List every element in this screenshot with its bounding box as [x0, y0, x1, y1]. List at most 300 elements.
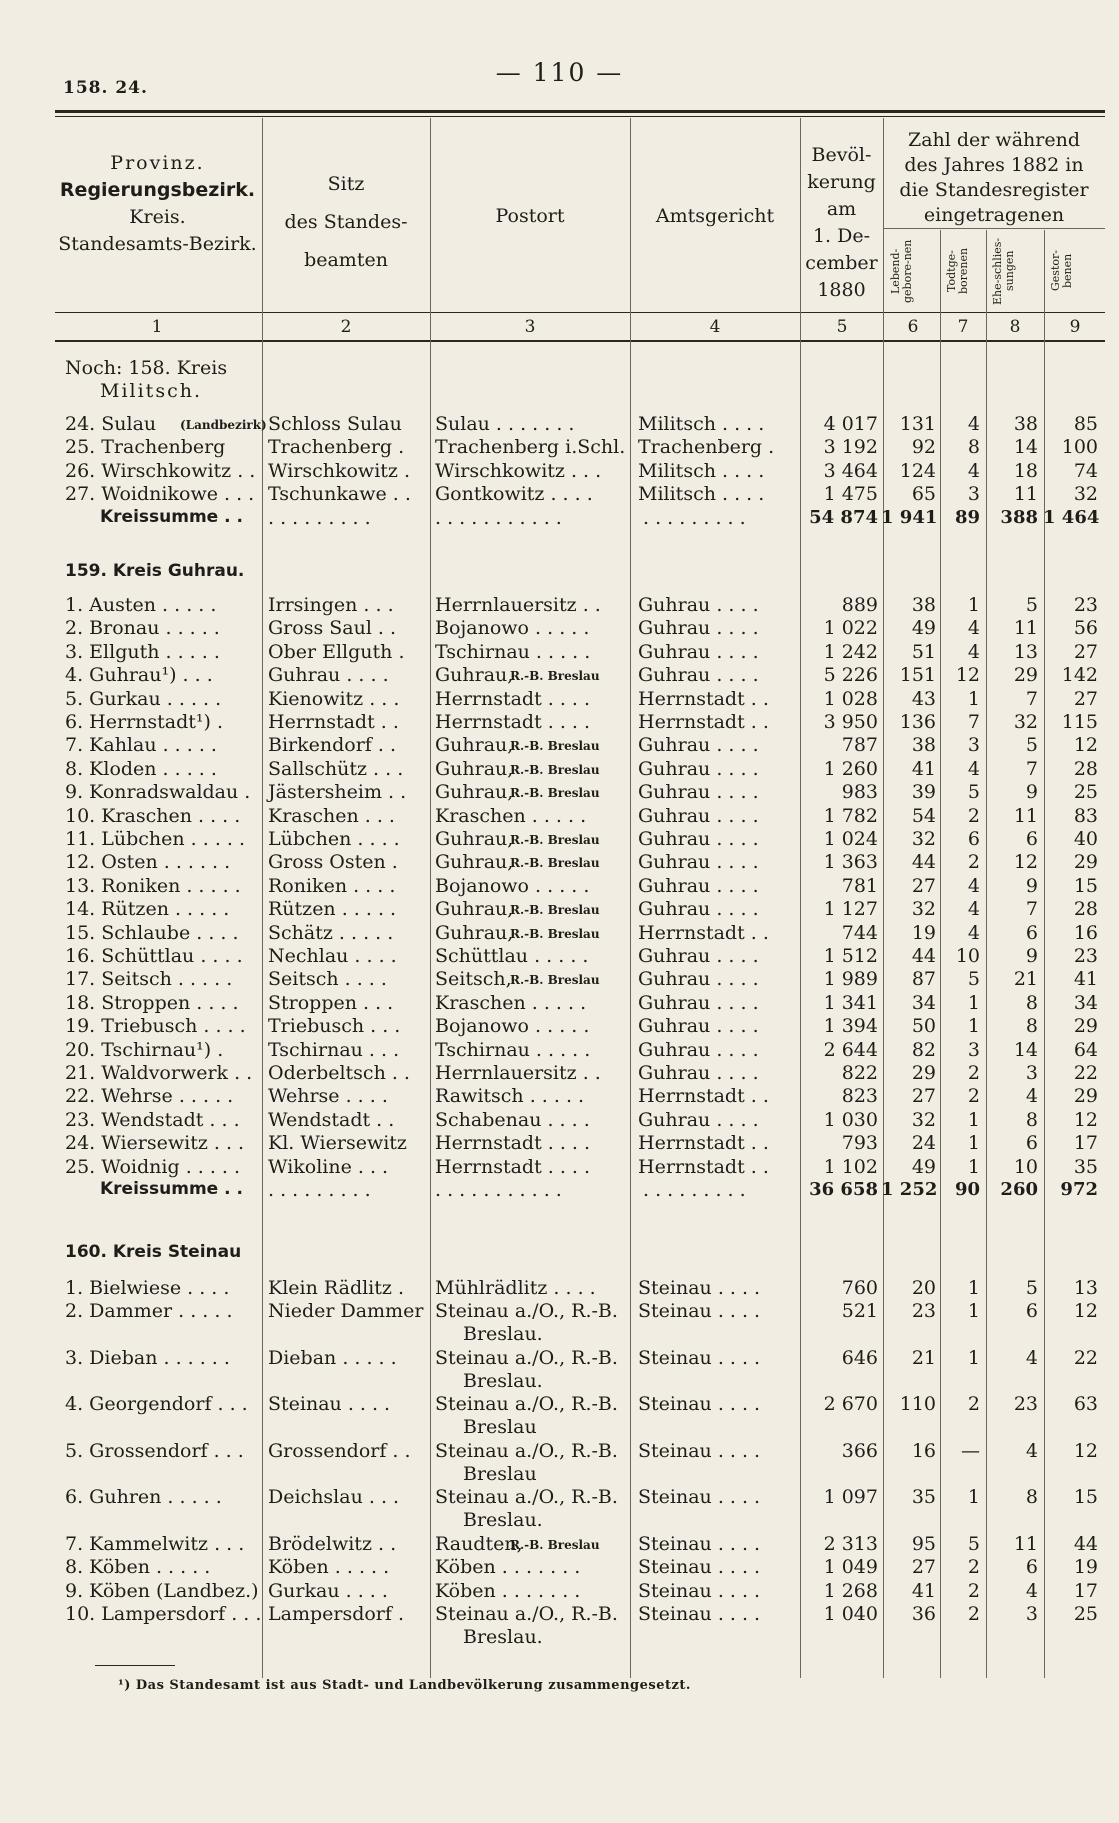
- header-todt: Todtge-borenen: [945, 247, 970, 295]
- row-sitz: Köben . . . . .: [268, 1556, 390, 1579]
- row-eheschliessungen: 9: [1025, 874, 1038, 897]
- row-lebendgeborene: 110: [899, 1393, 936, 1416]
- row-todtgeborene: 3: [967, 483, 980, 506]
- row-sitz: Oderbeltsch . .: [268, 1062, 410, 1084]
- row-lebendgeborene: 131: [899, 413, 936, 435]
- row-bevoelkerung: 2 670: [823, 1393, 878, 1416]
- row-lebendgeborene: 41: [911, 1579, 936, 1602]
- row-amtsgericht: Steinau . . . .: [638, 1603, 761, 1626]
- header-bev-2: kerung: [807, 171, 876, 193]
- colnum-8: 8: [1009, 317, 1021, 337]
- row-bevoelkerung: 1 363: [823, 851, 878, 874]
- row-eheschliessungen: 8: [1025, 1486, 1038, 1509]
- row-postort-suffix: R.-B. Breslau: [510, 786, 600, 801]
- row-eheschliessungen: 12: [1013, 851, 1038, 874]
- row-bevoelkerung: 1 097: [823, 1486, 878, 1509]
- header-bev-1: Bevöl-: [811, 144, 872, 166]
- row-eheschliessungen: 13: [1013, 640, 1038, 663]
- row-bevoelkerung: 1 028: [823, 687, 878, 710]
- row-sitz: Dieban . . . . .: [268, 1346, 397, 1369]
- row-postort-line2: Breslau.: [463, 1369, 543, 1392]
- colnum-9: 9: [1069, 317, 1081, 337]
- row-postort: Bojanowo . . . . .: [435, 1015, 590, 1038]
- row-sitz: Kl. Wiersewitz: [268, 1132, 407, 1155]
- row-postort: Guhrau,: [435, 898, 514, 921]
- row-name: 24. Wiersewitz . . .: [65, 1132, 245, 1155]
- row-bevoelkerung: 3 192: [823, 436, 878, 459]
- row-postort-line2: Breslau: [463, 1462, 537, 1485]
- kreissumme-dots: . . . . . . . . .: [268, 506, 371, 529]
- row-gestorbene: 23: [1073, 945, 1098, 967]
- row-eheschliessungen: 11: [1013, 483, 1038, 506]
- row-amtsgericht: Guhrau . . . .: [638, 945, 759, 967]
- kreissumme-leb: 1 941: [881, 506, 938, 528]
- kreissumme-ges: 1 464: [1043, 506, 1100, 528]
- row-postort-line2: Breslau.: [463, 1626, 543, 1649]
- row-postort-line2: Breslau.: [463, 1509, 543, 1532]
- row-amtsgericht: Militsch . . . .: [638, 413, 765, 435]
- row-gestorbene: 41: [1073, 968, 1098, 991]
- row-eheschliessungen: 11: [1013, 617, 1038, 640]
- row-todtgeborene: 4: [967, 617, 980, 640]
- row-todtgeborene: 1: [967, 1300, 980, 1323]
- row-name: 6. Herrnstadt¹) .: [65, 711, 224, 733]
- row-amtsgericht: Steinau . . . .: [638, 1393, 761, 1416]
- row-lebendgeborene: 50: [911, 1015, 936, 1038]
- row-bevoelkerung: 1 394: [823, 1015, 878, 1038]
- row-sitz: Klein Rädlitz .: [268, 1277, 404, 1299]
- row-postort: Guhrau,: [435, 828, 514, 850]
- row-amtsgericht: Guhrau . . . .: [638, 664, 759, 687]
- row-name: 5. Grossendorf . . .: [65, 1439, 244, 1462]
- row-lebendgeborene: 44: [911, 851, 936, 874]
- row-sitz: Schätz . . . . .: [268, 921, 394, 944]
- row-gestorbene: 64: [1073, 1038, 1098, 1061]
- row-todtgeborene: 1: [967, 1486, 980, 1509]
- kreissumme-dots: . . . . . . . . . . .: [435, 506, 562, 529]
- row-name: 23. Wendstadt . . .: [65, 1108, 240, 1131]
- row-postort: Bojanowo . . . . .: [435, 617, 590, 640]
- row-todtgeborene: 5: [967, 781, 980, 804]
- row-postort-suffix: R.-B. Breslau: [510, 903, 600, 918]
- row-gestorbene: 44: [1073, 1532, 1098, 1555]
- header-bev-5: cember: [805, 252, 878, 274]
- footnote-rule: [95, 1665, 175, 1666]
- row-bevoelkerung: 983: [841, 781, 878, 804]
- row-amtsgericht: Herrnstadt . .: [638, 711, 769, 733]
- row-amtsgericht: Steinau . . . .: [638, 1346, 761, 1369]
- row-lebendgeborene: 41: [911, 757, 936, 780]
- row-bevoelkerung: 1 782: [823, 804, 878, 827]
- row-postort: Bojanowo . . . . .: [435, 874, 590, 897]
- row-sitz: Steinau . . . .: [268, 1393, 391, 1416]
- row-gestorbene: 25: [1073, 781, 1098, 804]
- row-sitz: Ober Ellguth .: [268, 640, 405, 663]
- row-lebendgeborene: 136: [899, 711, 936, 733]
- row-postort-suffix: R.-B. Breslau: [510, 762, 600, 777]
- row-postort: Herrnlauersitz . .: [435, 1062, 601, 1084]
- row-amtsgericht: Guhrau . . . .: [638, 968, 759, 991]
- row-todtgeborene: 2: [967, 1603, 980, 1626]
- row-bevoelkerung: 744: [841, 921, 878, 944]
- kreissumme-dots: . . . . . . . . .: [268, 1179, 371, 1201]
- row-name: 3. Ellguth . . . . .: [65, 640, 220, 663]
- header-ehe: Ehe-schlies-sungen: [991, 237, 1016, 305]
- row-sitz: Rützen . . . . .: [268, 898, 397, 921]
- row-postort: Trachenberg i.Schl.: [435, 436, 626, 459]
- header-bev-4: 1. De-: [812, 225, 871, 247]
- row-name: 14. Rützen . . . . .: [65, 898, 230, 921]
- row-gestorbene: 85: [1073, 413, 1098, 435]
- row-bevoelkerung: 1 022: [823, 617, 878, 640]
- row-lebendgeborene: 51: [911, 640, 936, 663]
- row-eheschliessungen: 14: [1013, 436, 1038, 459]
- row-todtgeborene: 2: [967, 1085, 980, 1108]
- kreissumme-dots: . . . . . . . . . . .: [435, 1179, 562, 1201]
- row-lebendgeborene: 23: [911, 1300, 936, 1323]
- row-lebendgeborene: 21: [911, 1346, 936, 1369]
- row-gestorbene: 17: [1073, 1579, 1098, 1602]
- row-postort: Guhrau,: [435, 781, 514, 804]
- row-gestorbene: 35: [1073, 1155, 1098, 1178]
- row-todtgeborene: 4: [967, 898, 980, 921]
- row-gestorbene: 63: [1073, 1393, 1098, 1416]
- row-bevoelkerung: 3 950: [823, 711, 878, 733]
- row-eheschliessungen: 18: [1013, 459, 1038, 482]
- row-amtsgericht: Guhrau . . . .: [638, 617, 759, 640]
- row-postort: Herrnstadt . . . .: [435, 687, 591, 710]
- row-todtgeborene: 3: [967, 1038, 980, 1061]
- row-postort-suffix: R.-B. Breslau: [510, 856, 600, 871]
- row-postort: Kraschen . . . . .: [435, 804, 587, 827]
- header-regbez: Regierungsbezirk.: [59, 179, 256, 201]
- colnum-3: 3: [524, 317, 536, 337]
- row-amtsgericht: Steinau . . . .: [638, 1579, 761, 1602]
- row-name: 22. Wehrse . . . . .: [65, 1085, 234, 1108]
- row-bevoelkerung: 3 464: [823, 459, 878, 482]
- row-amtsgericht: Steinau . . . .: [638, 1532, 761, 1555]
- row-amtsgericht: Guhrau . . . .: [638, 828, 759, 850]
- header-col-5: [800, 142, 883, 304]
- row-todtgeborene: 2: [967, 1556, 980, 1579]
- row-gestorbene: 74: [1073, 459, 1098, 482]
- row-name: 1. Bielwiese . . . .: [65, 1277, 230, 1299]
- kreissumme-label: Kreissumme . .: [100, 1179, 243, 1199]
- col-line: [940, 230, 941, 1678]
- row-postort: Guhrau,: [435, 734, 514, 757]
- row-sitz: Gross Osten .: [268, 851, 398, 874]
- row-eheschliessungen: 7: [1025, 757, 1038, 780]
- row-amtsgericht: Guhrau . . . .: [638, 734, 759, 757]
- row-name: 17. Seitsch . . . . .: [65, 968, 233, 991]
- row-gestorbene: 22: [1073, 1346, 1098, 1369]
- row-gestorbene: 83: [1073, 804, 1098, 827]
- kreissumme-tod: 90: [954, 1179, 980, 1200]
- header-col-3: Postort: [495, 205, 565, 227]
- row-postort: Steinau a./O., R.-B.: [435, 1603, 618, 1626]
- row-gestorbene: 27: [1073, 640, 1098, 663]
- header-bev-6: 1880: [817, 279, 866, 301]
- row-postort-suffix: R.-B. Breslau: [510, 739, 600, 754]
- row-name: 8. Kloden . . . . .: [65, 757, 217, 780]
- kreissumme-dots: . . . . . . . . .: [643, 506, 746, 529]
- row-amtsgericht: Herrnstadt . .: [638, 1155, 769, 1178]
- row-gestorbene: 34: [1073, 991, 1098, 1014]
- row-eheschliessungen: 6: [1025, 1300, 1038, 1323]
- row-eheschliessungen: 32: [1013, 711, 1038, 733]
- row-lebendgeborene: 38: [911, 734, 936, 757]
- row-todtgeborene: 2: [967, 1579, 980, 1602]
- row-name: 6. Guhren . . . . .: [65, 1486, 222, 1509]
- row-lebendgeborene: 32: [911, 1108, 936, 1131]
- row-name: 15. Schlaube . . . .: [65, 921, 239, 944]
- kreissumme-label: Kreissumme . .: [100, 506, 243, 527]
- row-eheschliessungen: 4: [1025, 1579, 1038, 1602]
- col-line: [800, 118, 801, 1678]
- row-todtgeborene: 2: [967, 851, 980, 874]
- row-bevoelkerung: 823: [841, 1085, 878, 1108]
- row-todtgeborene: 12: [955, 664, 980, 687]
- row-postort: Steinau a./O., R.-B.: [435, 1300, 618, 1323]
- row-postort-line2: Breslau.: [463, 1323, 543, 1346]
- row-amtsgericht: Herrnstadt . .: [638, 1132, 769, 1155]
- top-rule-thin: [55, 116, 1105, 117]
- row-gestorbene: 23: [1073, 594, 1098, 616]
- row-amtsgericht: Steinau . . . .: [638, 1277, 761, 1299]
- row-name: 24. Sulau: [65, 413, 157, 435]
- row-bevoelkerung: 1 242: [823, 640, 878, 663]
- row-todtgeborene: 1: [967, 687, 980, 710]
- row-amtsgericht: Guhrau . . . .: [638, 1062, 759, 1084]
- row-lebendgeborene: 27: [911, 1085, 936, 1108]
- row-sitz: Tschunkawe . .: [268, 483, 411, 506]
- row-gestorbene: 29: [1073, 1085, 1098, 1108]
- row-lebendgeborene: 38: [911, 594, 936, 616]
- row-eheschliessungen: 8: [1025, 1015, 1038, 1038]
- section-title: Militsch.: [100, 380, 202, 402]
- row-amtsgericht: Guhrau . . . .: [638, 874, 759, 897]
- row-lebendgeborene: 95: [911, 1532, 936, 1555]
- row-postort-suffix: R.-B. Breslau: [510, 669, 600, 684]
- row-lebendgeborene: 124: [899, 459, 936, 482]
- row-sitz: Sallschütz . . .: [268, 757, 404, 780]
- row-eheschliessungen: 9: [1025, 781, 1038, 804]
- row-eheschliessungen: 4: [1025, 1439, 1038, 1462]
- row-bevoelkerung: 787: [841, 734, 878, 757]
- row-bevoelkerung: 1 341: [823, 991, 878, 1014]
- header-gestorben: Gestor-benen: [1049, 250, 1074, 292]
- row-amtsgericht: Guhrau . . . .: [638, 851, 759, 874]
- row-eheschliessungen: 6: [1025, 828, 1038, 850]
- row-gestorbene: 56: [1073, 617, 1098, 640]
- row-lebendgeborene: 32: [911, 828, 936, 850]
- row-sitz: Schloss Sulau: [268, 413, 402, 435]
- row-bevoelkerung: 1 040: [823, 1603, 878, 1626]
- row-eheschliessungen: 6: [1025, 1556, 1038, 1579]
- header-lebend: Lebend-gebore-nen: [889, 239, 914, 303]
- row-gestorbene: 15: [1073, 874, 1098, 897]
- row-sitz: Wehrse . . . .: [268, 1085, 388, 1108]
- row-gestorbene: 25: [1073, 1603, 1098, 1626]
- page-number: — 110 —: [495, 58, 624, 87]
- row-postort: Schüttlau . . . . .: [435, 945, 589, 967]
- header-bev-3: am: [826, 198, 857, 220]
- row-amtsgericht: Guhrau . . . .: [638, 594, 759, 616]
- row-sitz: Gross Saul . .: [268, 617, 397, 640]
- row-bevoelkerung: 889: [841, 594, 878, 616]
- row-lebendgeborene: 27: [911, 874, 936, 897]
- row-lebendgeborene: 29: [911, 1062, 936, 1084]
- header-beamten: beamten: [304, 249, 388, 271]
- row-bevoelkerung: 1 030: [823, 1108, 878, 1131]
- row-lebendgeborene: 82: [911, 1038, 936, 1061]
- row-postort-suffix: R.-B. Breslau: [510, 926, 600, 941]
- row-lebendgeborene: 20: [911, 1277, 936, 1299]
- row-postort: Guhrau,: [435, 664, 514, 687]
- row-gestorbene: 142: [1061, 664, 1098, 687]
- row-postort: Seitsch,: [435, 968, 512, 991]
- col-line: [986, 230, 987, 1678]
- row-sitz: Wendstadt . .: [268, 1108, 395, 1131]
- row-sitz: Stroppen . . .: [268, 991, 394, 1014]
- row-amtsgericht: Guhrau . . . .: [638, 1015, 759, 1038]
- row-bevoelkerung: 822: [841, 1062, 878, 1084]
- row-sitz: Herrnstadt . .: [268, 711, 399, 733]
- row-postort: Herrnstadt . . . .: [435, 1155, 591, 1178]
- row-postort: Wirschkowitz . . .: [435, 459, 602, 482]
- row-sitz: Seitsch . . . .: [268, 968, 387, 991]
- colnum-4: 4: [709, 317, 721, 337]
- row-eheschliessungen: 9: [1025, 945, 1038, 967]
- header-des-standes: des Standes-: [284, 211, 408, 233]
- row-name: 27. Woidnikowe . . .: [65, 483, 255, 506]
- row-eheschliessungen: 21: [1013, 968, 1038, 991]
- row-sitz: Nechlau . . . .: [268, 945, 397, 967]
- row-amtsgericht: Guhrau . . . .: [638, 991, 759, 1014]
- row-todtgeborene: 2: [967, 1062, 980, 1084]
- kreissumme-tod: 89: [954, 506, 980, 528]
- row-sitz: Grossendorf . .: [268, 1439, 411, 1462]
- kreissumme-dots: . . . . . . . . .: [643, 1179, 746, 1201]
- row-gestorbene: 12: [1073, 1439, 1098, 1462]
- row-postort-suffix: R.-B. Breslau: [510, 1537, 600, 1552]
- row-bevoelkerung: 1 260: [823, 757, 878, 780]
- header-col-4: Amtsgericht: [655, 205, 775, 227]
- row-name: 2. Bronau . . . . .: [65, 617, 220, 640]
- row-sitz: Gurkau . . . .: [268, 1579, 388, 1602]
- row-sitz: Deichslau . . .: [268, 1486, 400, 1509]
- row-postort: Steinau a./O., R.-B.: [435, 1486, 618, 1509]
- row-lebendgeborene: 54: [911, 804, 936, 827]
- row-amtsgericht: Guhrau . . . .: [638, 1108, 759, 1131]
- row-postort: Köben . . . . . . .: [435, 1556, 581, 1579]
- row-amtsgericht: Steinau . . . .: [638, 1486, 761, 1509]
- row-name: 25. Woidnig . . . . .: [65, 1155, 241, 1178]
- footnote: ¹) Das Standesamt ist aus Stadt- und Landbevölkerung zusammengesetzt.: [118, 1678, 691, 1693]
- row-sitz: Brödelwitz . .: [268, 1532, 397, 1555]
- row-name: 25. Trachenberg: [65, 436, 226, 459]
- row-postort: Guhrau,: [435, 921, 514, 944]
- row-sitz: Guhrau . . . .: [268, 664, 389, 687]
- row-postort: Herrnstadt . . . .: [435, 711, 591, 733]
- row-name: 2. Dammer . . . . .: [65, 1300, 233, 1323]
- row-todtgeborene: 4: [967, 757, 980, 780]
- row-name: 7. Kahlau . . . . .: [65, 734, 217, 757]
- row-sitz: Irrsingen . . .: [268, 594, 394, 616]
- row-name: 26. Wirschkowitz . .: [65, 459, 256, 482]
- row-lebendgeborene: 36: [911, 1603, 936, 1626]
- row-lebendgeborene: 34: [911, 991, 936, 1014]
- row-name: 8. Köben . . . . .: [65, 1556, 211, 1579]
- row-gestorbene: 28: [1073, 757, 1098, 780]
- row-bevoelkerung: 1 989: [823, 968, 878, 991]
- row-postort: Mühlrädlitz . . . .: [435, 1277, 596, 1299]
- row-gestorbene: 28: [1073, 898, 1098, 921]
- row-eheschliessungen: 8: [1025, 1108, 1038, 1131]
- header-rule: [55, 312, 1105, 313]
- top-rule: [55, 110, 1105, 113]
- row-bevoelkerung: 366: [841, 1439, 878, 1462]
- row-postort: Tschirnau . . . . .: [435, 640, 591, 663]
- row-todtgeborene: 6: [967, 828, 980, 850]
- row-postort: Kraschen . . . . .: [435, 991, 587, 1014]
- colnum-1: 1: [151, 317, 163, 337]
- row-todtgeborene: 1: [967, 1155, 980, 1178]
- row-eheschliessungen: 23: [1013, 1393, 1038, 1416]
- row-gestorbene: 19: [1073, 1556, 1098, 1579]
- col-line: [1044, 230, 1045, 1678]
- row-bevoelkerung: 1 049: [823, 1556, 878, 1579]
- row-bevoelkerung: 1 024: [823, 828, 878, 850]
- page-ref: 158. 24.: [63, 78, 148, 98]
- row-name: 12. Osten . . . . . .: [65, 851, 231, 874]
- row-todtgeborene: 2: [967, 804, 980, 827]
- row-todtgeborene: 2: [967, 1393, 980, 1416]
- row-lebendgeborene: 24: [911, 1132, 936, 1155]
- row-name: 21. Waldvorwerk . .: [65, 1062, 253, 1084]
- row-sitz: Birkendorf . .: [268, 734, 396, 757]
- row-gestorbene: 100: [1061, 436, 1098, 459]
- row-tag: (Landbezirk): [180, 418, 267, 432]
- row-postort: Steinau a./O., R.-B.: [435, 1439, 618, 1462]
- colnum-rule: [55, 340, 1105, 342]
- row-gestorbene: 17: [1073, 1132, 1098, 1155]
- row-lebendgeborene: 87: [911, 968, 936, 991]
- row-eheschliessungen: 11: [1013, 804, 1038, 827]
- kreissumme-ehe: 260: [1000, 1179, 1038, 1200]
- row-postort-line2: Breslau: [463, 1416, 537, 1439]
- row-lebendgeborene: 39: [911, 781, 936, 804]
- row-name: 9. Konradswaldau .: [65, 781, 251, 804]
- row-todtgeborene: 4: [967, 459, 980, 482]
- row-name: 4. Guhrau¹) . . .: [65, 664, 213, 687]
- row-bevoelkerung: 1 102: [823, 1155, 878, 1178]
- row-sitz: Nieder Dammer: [268, 1300, 424, 1323]
- header-group-4: eingetragenen: [923, 204, 1065, 226]
- row-lebendgeborene: 27: [911, 1556, 936, 1579]
- row-name: 7. Kammelwitz . . .: [65, 1532, 245, 1555]
- row-bevoelkerung: 1 475: [823, 483, 878, 506]
- row-todtgeborene: 1: [967, 991, 980, 1014]
- row-name: 10. Lampersdorf . . .: [65, 1603, 262, 1626]
- header-group: [883, 128, 1105, 228]
- row-gestorbene: 40: [1073, 828, 1098, 850]
- colnum-7: 7: [957, 317, 969, 337]
- row-amtsgericht: Guhrau . . . .: [638, 804, 759, 827]
- col-line: [262, 118, 263, 1678]
- row-bevoelkerung: 760: [841, 1277, 878, 1299]
- row-gestorbene: 115: [1061, 711, 1098, 733]
